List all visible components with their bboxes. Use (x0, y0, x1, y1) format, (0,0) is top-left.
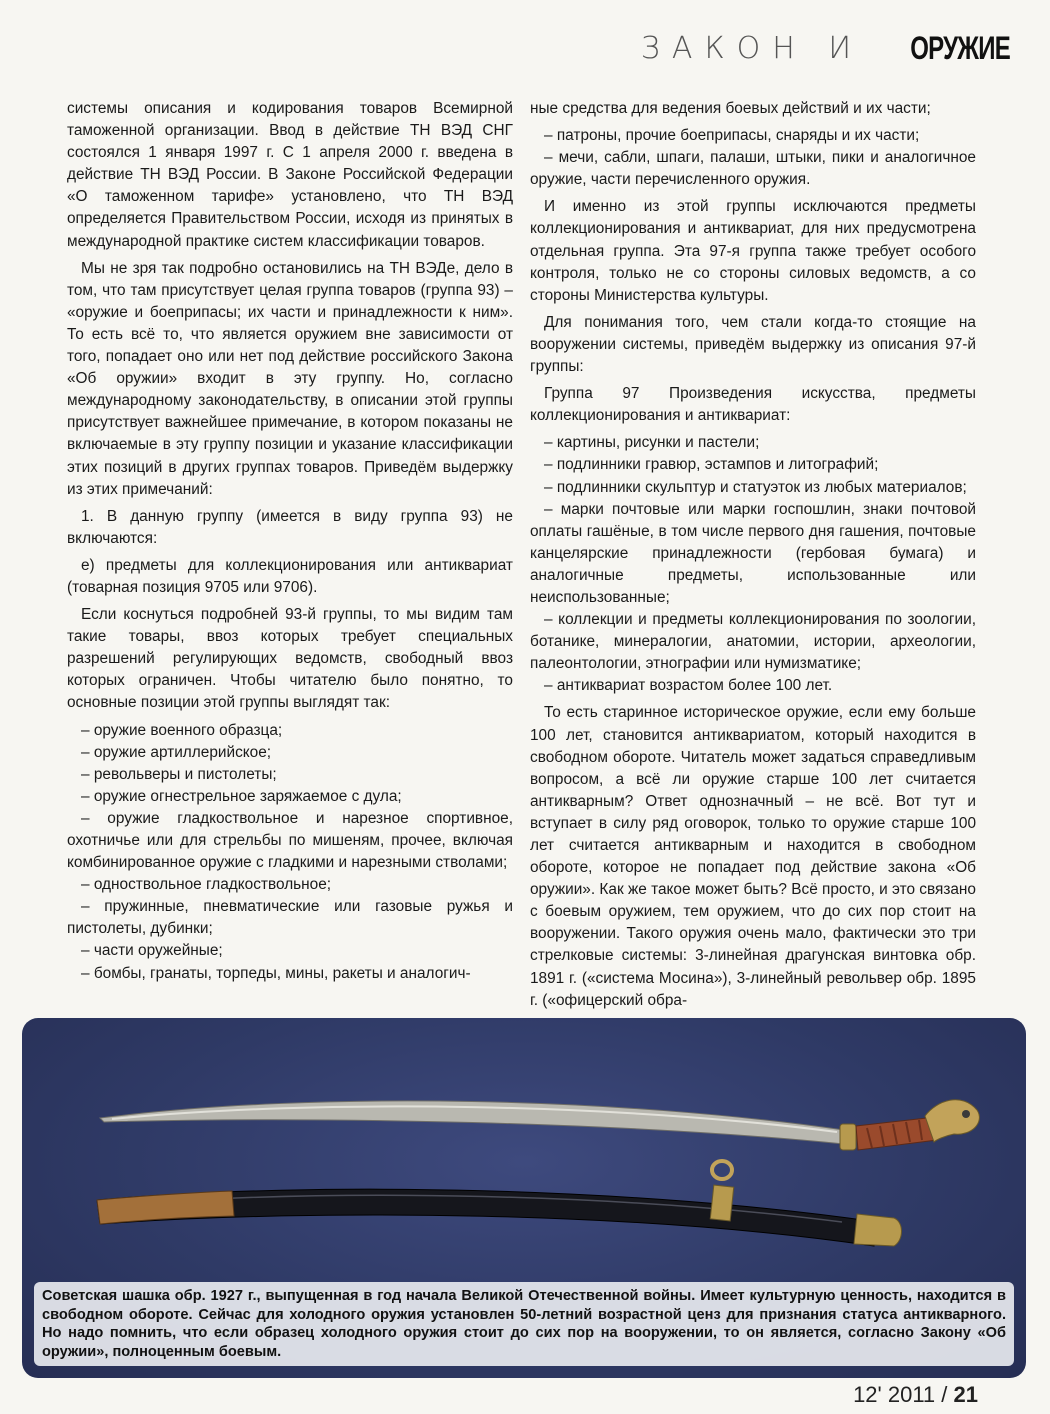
paragraph: Мы не зря так подробно остановились на ТН ВЭДе, дело в том, что там присутствует целая группа товаров (группа 93) – «оружие и боеприпасы; их части и принадлежности к ним». То есть всё то, что является оружием вне зависимости от того, попадает оно или нет под действие российского Закона «Об оружии» входит в эту группу. Но, согласно международному законодательству, в описании этой группы присутствует важнейшее примечание, в котором показаны не включаемые в эту группу позиции и указание классификации этих позиций в других группах товаров. Приведём выдержку из этих примечаний: (67, 259, 513, 498)
list-item: – части оружейные; (81, 942, 223, 960)
right-column (530, 98, 976, 1017)
list-item: – марки почтовые или марки госпошлин, знаки почтовой оплаты гашёные, в том числе первого дня гашения, почтовые канцелярские принадлежности (гербовая бумага) и аналогичные предметы, использованные или неиспользованные; (530, 500, 976, 606)
paragraph: И именно из этой группы исключаются предметы коллекционирования и антиквариат, для них предусмотрена отдельная группа. Эта 97-я группа также требует особого контроля, только не со стороны силовых ведомств, а со стороны Министерства культуры. (530, 198, 976, 304)
left-column (67, 98, 513, 985)
scabbard-chape (854, 1214, 902, 1246)
paragraph: Группа 97 Произведения искусства, предметы коллекционирования и антиквариат: (530, 385, 976, 425)
paragraph: Если коснуться подробней 93-й группы, то мы видим там такие товары, ввоз которых требует специальных разрешений регулирующих ведомств, свободный ввоз которых ограничен. Чтобы читателю было понятно, то основные позиции этой группы выглядят так: (67, 606, 513, 712)
list-item: – подлинники гравюр, эстампов и литографий; (544, 456, 879, 474)
list-item: – оружие гладкоствольное и нарезное спортивное, охотничье или для стрельбы по мишеням, прочее, включая комбинированное оружие с гладкими и нарезными стволами; (67, 809, 513, 872)
list-item: – одноствольное гладкоствольное; (81, 876, 332, 894)
issue-date: 12' 2011 / (853, 1382, 948, 1407)
list-item: – оружие огнестрельное заряжаемое с дула; (81, 787, 402, 805)
list-item: – бомбы, гранаты, торпеды, мины, ракеты и аналогич- (81, 964, 471, 982)
list-item: – подлинники скульптур и статуэток из любых материалов; (544, 478, 967, 496)
list-item: – антиквариат возрастом более 100 лет. (544, 677, 833, 695)
paragraph: То есть старинное историческое оружие, если ему больше 100 лет, становится антиквариатом, который находится в свободном обороте. Читатель может задаться справедливым вопросом, а всё ли оружие старше 100 лет считается антикварным? Ответ однозначный – не всё. Вот тут и вступает в силу ряд оговорок, только то оружие старше 100 лет считается антикварным и находится в свободном обороте, которое не попадает под действие закона «Об оружии». Как же такое может быть? Всё просто, и это связано с боевым оружием, тем оружием, что до сих пор стоит на вооружении. Такого оружия очень мало, фактически это три стрелковые системы: 3-линейная драгунская винтовка обр. 1891 г. («система Мосина»), 3-линейный револьвер обр. 1895 г. («офицерский обра- (530, 704, 976, 1009)
sabre-photo (22, 1018, 1026, 1378)
scabbard-band (710, 1185, 733, 1221)
page-footer (853, 1382, 978, 1408)
page-number: 21 (953, 1382, 978, 1407)
paragraph: е) предметы для коллекционирования или антиквариат (товарная позиция 9705 или 9706). (67, 556, 513, 596)
list-item: – оружие артиллерийское; (81, 743, 272, 761)
photo-caption: Советская шашка обр. 1927 г., выпущенная в год начала Великой Отечественной войны. Имеет культурную ценность, находится в свободном обороте. Сейчас для холодного оружия установлен 50-летний возрастной ценз для признания статуса антикварного. Но надо помнить, что если образец холодного оружия стоит до сих пор на вооружении, то он является, согласно Закону «Об оружии», полноценным боевым. (34, 1282, 1014, 1366)
paragraph: системы описания и кодирования товаров Всемирной таможенной организации. Ввод в действие ТН ВЭД СНГ состоялся 1 января 1997 г. С 1 апреля 2000 г. введена в действие ТН ВЭД России. В Законе Российской Федерации «О таможенном тарифе» установлено, что ТН ВЭД определяется Правительством России, исходя из принятых в международной практике систем классификации товаров. (67, 100, 513, 250)
list-item: – картины, рисунки и пастели; (544, 434, 760, 452)
section-title: ЗАКОН И (640, 31, 864, 66)
paragraph: Для понимания того, чем стали когда-то стоящие на вооружении системы, приведём выдержку из описания 97-й группы: (530, 313, 976, 376)
page-header (641, 30, 1010, 67)
list-item: – револьверы и пистолеты; (81, 765, 277, 783)
scabbard-ring (712, 1161, 732, 1179)
paragraph: ные средства для ведения боевых действий и их части; (530, 100, 931, 117)
list-item: – коллекции и предметы коллекционирования по зоологии, ботанике, минералогии, анатомии, истории, археологии, палеонтологии, этнографии или нумизматике; (530, 611, 976, 673)
list-item: – мечи, сабли, шпаги, палаши, штыки, пики и аналогичное оружие, части перечисленного оружия. (530, 149, 976, 189)
paragraph: 1. В данную группу (имеется в виду группа 93) не включаются: (67, 507, 513, 547)
sabre-pommel (925, 1100, 979, 1142)
list-item: – оружие военного образца; (81, 721, 283, 739)
scabbard-throat (97, 1191, 234, 1224)
sabre-guard (840, 1124, 856, 1150)
list-item: – пружинные, пневматические или газовые ружья и пистолеты, дубинки; (67, 898, 513, 938)
list-item: – патроны, прочие боеприпасы, снаряды и их части; (544, 127, 920, 145)
magazine-logo: ОРУЖИЕ (910, 30, 1010, 66)
